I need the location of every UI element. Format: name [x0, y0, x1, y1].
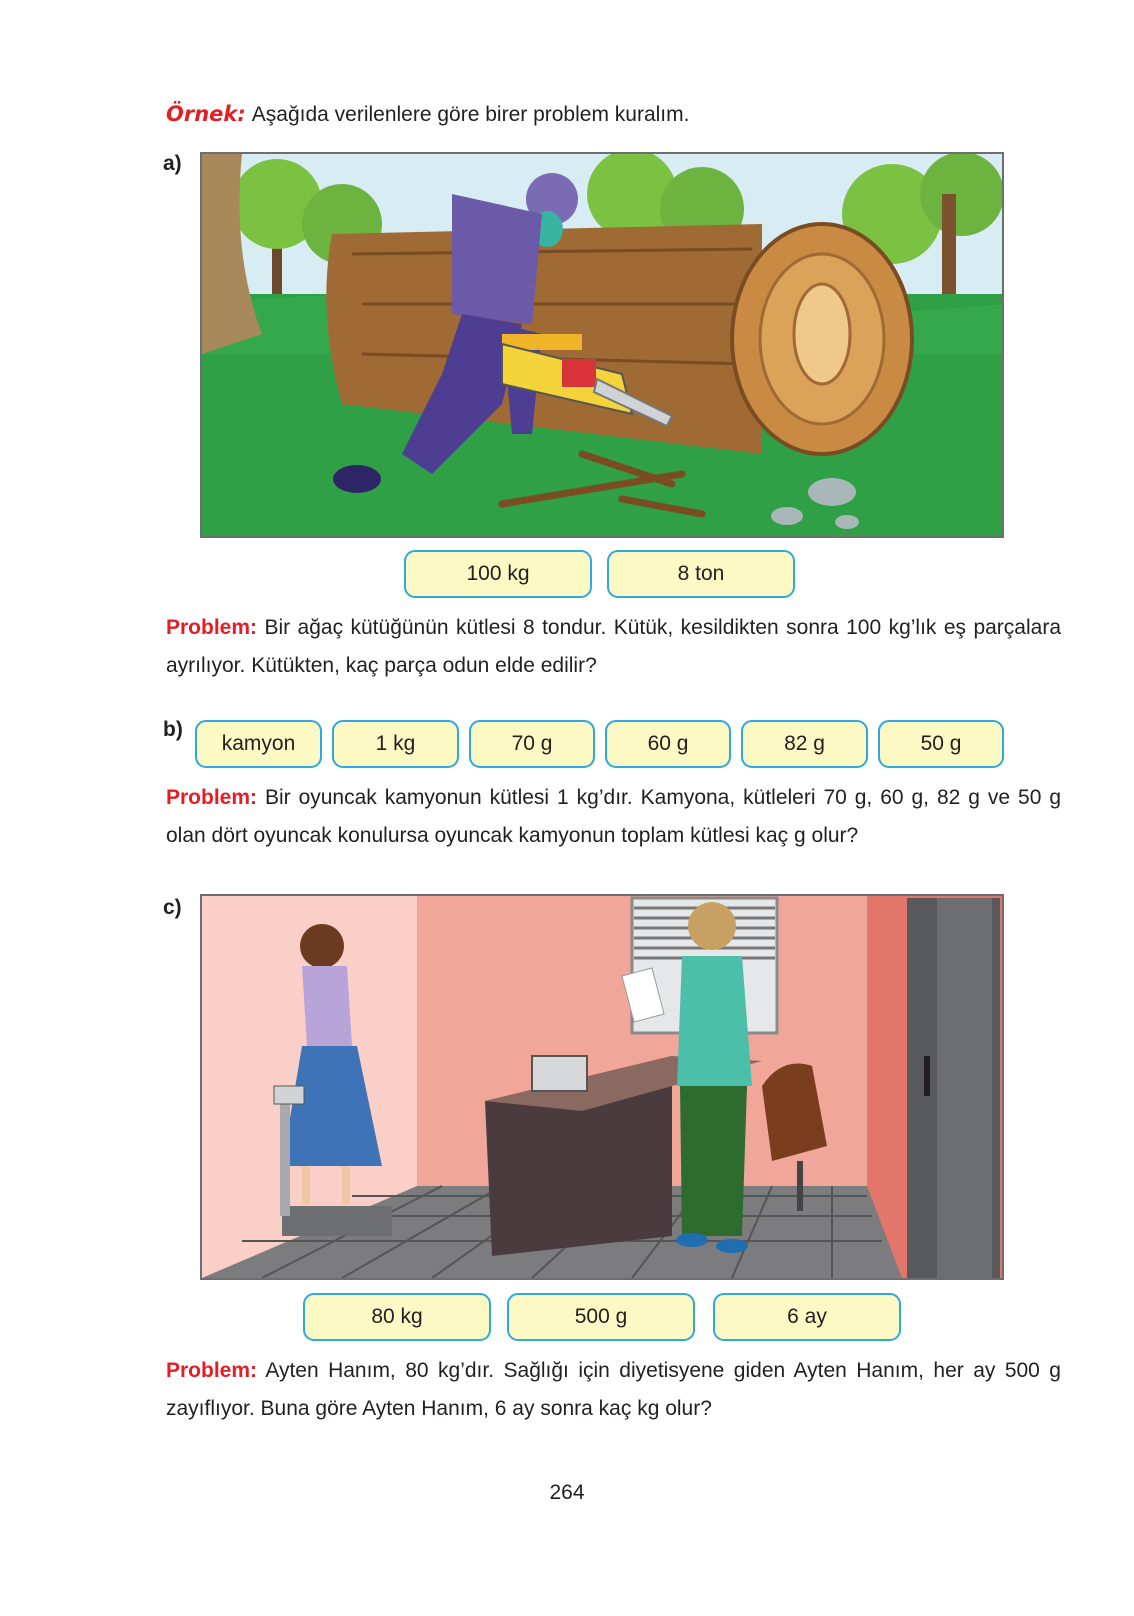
chip-c-2: 500 g	[507, 1293, 695, 1341]
chip-b-6: 50 g	[878, 720, 1004, 768]
chip-c-3: 6 ay	[713, 1293, 901, 1341]
section-b-letter: b)	[163, 718, 183, 741]
chip-b-1: kamyon	[195, 720, 322, 768]
problem-c-text: Ayten Hanım, 80 kg’dır. Sağlığı için diyetisyene giden Ayten Hanım, her ay 500 g zayıflıyor. Buna göre Ayten Hanım, 6 ay sonra kaç kg olur?	[166, 1359, 1061, 1420]
lumberjack-illustration	[200, 152, 1004, 538]
chip-b-4: 60 g	[605, 720, 731, 768]
problem-b	[124, 779, 1061, 855]
problem-c-label: Problem:	[166, 1359, 258, 1382]
problem-b-text: Bir oyuncak kamyonun kütlesi 1 kg’dır. Kamyona, kütleleri 70 g, 60 g, 82 g ve 50 g olan dört oyuncak konulursa oyuncak kamyonun toplam kütlesi kaç g olur?	[166, 786, 1061, 847]
section-c-letter: c)	[163, 896, 182, 919]
section-a-letter: a)	[163, 152, 182, 175]
office-illustration	[200, 894, 1004, 1280]
chip-a-1: 100 kg	[404, 550, 592, 598]
office-scene-svg	[202, 896, 1002, 1278]
chip-c-1: 80 kg	[303, 1293, 491, 1341]
problem-a-label: Problem:	[166, 616, 258, 639]
problem-a	[124, 609, 1061, 685]
lumberjack-scene-svg	[202, 154, 1002, 536]
intro-line	[166, 102, 689, 127]
problem-b-label: Problem:	[166, 786, 258, 809]
problem-c	[124, 1352, 1061, 1428]
problem-a-text: Bir ağaç kütüğünün kütlesi 8 tondur. Kütük, kesildikten sonra 100 kg’lık eş parçalara ayrılıyor. Kütükten, kaç parça odun elde edilir?	[166, 616, 1062, 677]
chip-a-2: 8 ton	[607, 550, 795, 598]
chip-b-3: 70 g	[469, 720, 595, 768]
chip-b-2: 1 kg	[332, 720, 459, 768]
ornek-label: Örnek:	[166, 102, 246, 126]
page-number: 264	[549, 1481, 585, 1504]
intro-text: Aşağıda verilenlere göre birer problem kuralım.	[251, 103, 690, 126]
chip-b-5: 82 g	[741, 720, 868, 768]
